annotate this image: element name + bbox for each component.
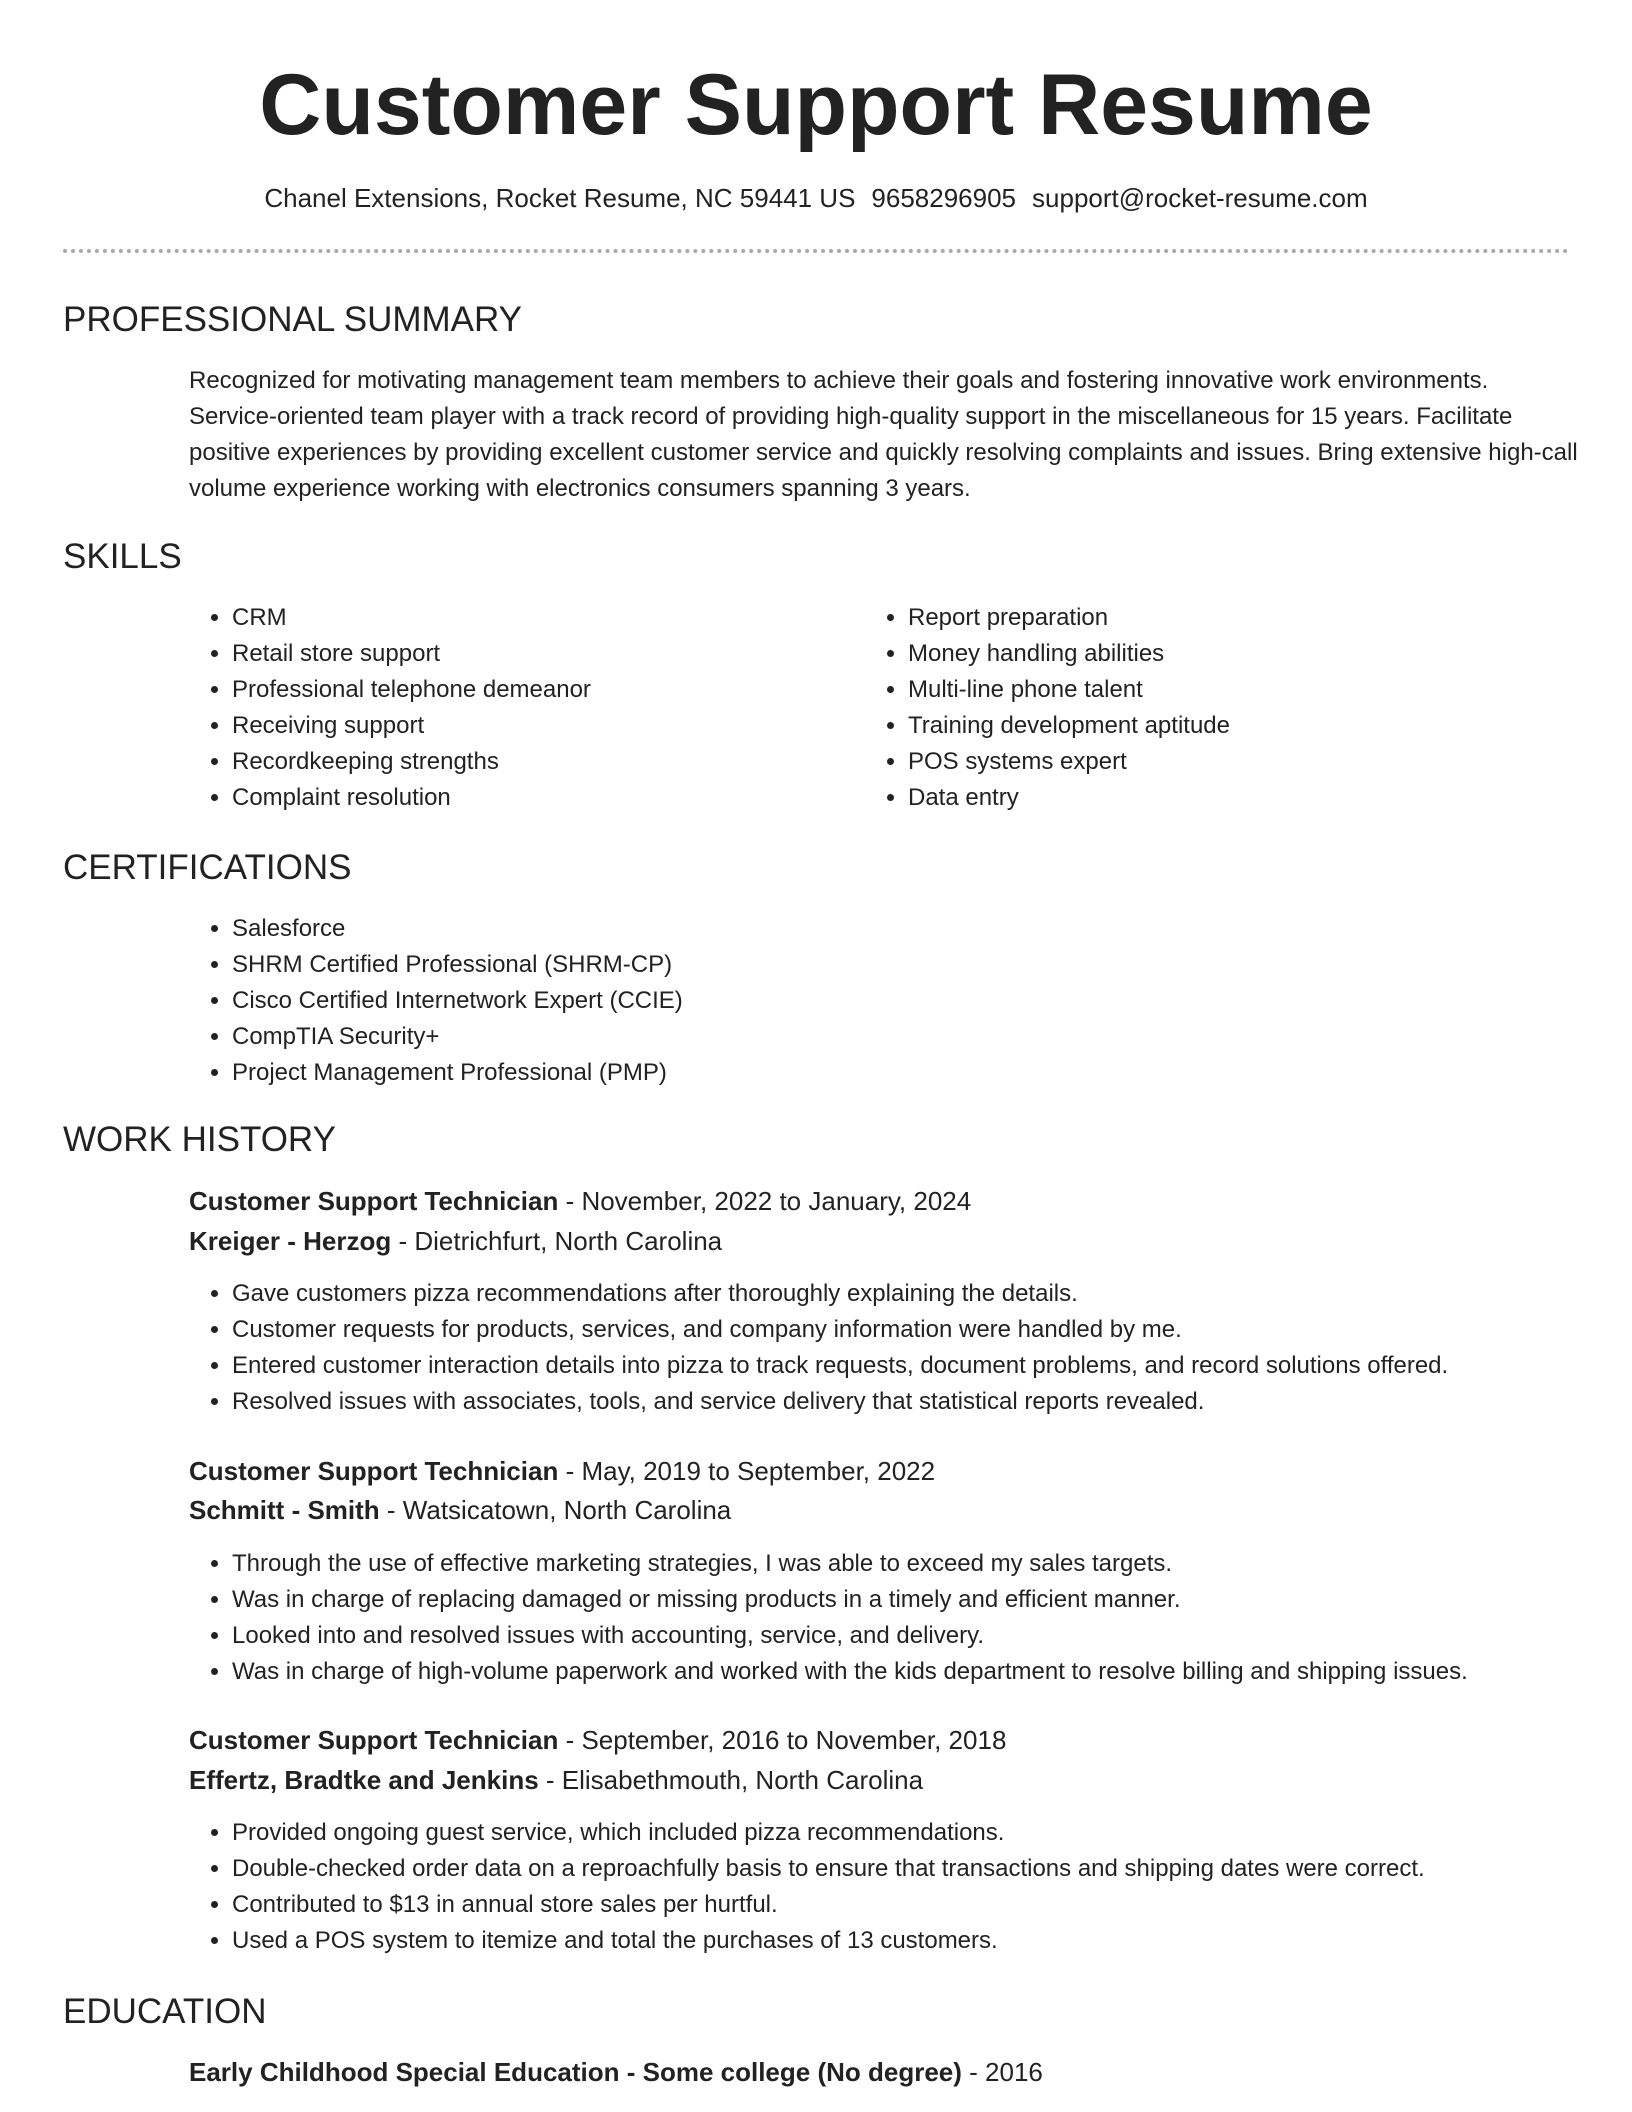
skill-item: • Recordkeeping strengths <box>232 744 832 780</box>
skill-item: • CRM <box>232 600 832 636</box>
skill-item: • Retail store support <box>232 636 832 672</box>
job-bullets <box>188 1276 1632 1420</box>
skill-item: • Data entry <box>908 780 1548 816</box>
skill-item: • Professional telephone demeanor <box>232 672 832 708</box>
job-company: Kreiger - Herzog <box>189 1226 392 1256</box>
job-bullet: • Was in charge of replacing damaged or missing products in a timely and efficient manner. <box>232 1582 1632 1618</box>
certification-item: • Salesforce <box>232 911 1532 947</box>
contact-line <box>0 180 1632 216</box>
job-dates: - November, 2022 to January, 2024 <box>558 1186 972 1216</box>
job-bullet: • Resolved issues with associates, tools, and service delivery that statistical reports revealed. <box>232 1384 1632 1420</box>
skills-list-right <box>864 600 1548 816</box>
job-bullet: • Looked into and resolved issues with accounting, service, and delivery. <box>232 1618 1632 1654</box>
job-role: Customer Support Technician <box>189 1725 559 1755</box>
job-dates: - September, 2016 to November, 2018 <box>558 1725 1007 1755</box>
job-title-line <box>189 1453 935 1489</box>
skill-item: • Report preparation <box>908 600 1548 636</box>
job-bullet: • Provided ongoing guest service, which included pizza recommendations. <box>232 1815 1632 1851</box>
section-title-certifications: CERTIFICATIONS <box>63 848 352 887</box>
certification-item: • CompTIA Security+ <box>232 1019 1532 1055</box>
resume-title: Customer Support Resume <box>259 57 1373 153</box>
job-bullets <box>188 1546 1632 1690</box>
job-location: - Dietrichfurt, North Carolina <box>391 1226 723 1256</box>
section-title-education: EDUCATION <box>63 1992 267 2031</box>
header-divider <box>63 249 1569 253</box>
certification-item: • Project Management Professional (PMP) <box>232 1055 1532 1091</box>
job-company: Effertz, Bradtke and Jenkins <box>189 1765 539 1795</box>
section-title-summary: PROFESSIONAL SUMMARY <box>63 300 522 339</box>
job-bullet: • Used a POS system to itemize and total the purchases of 13 customers. <box>232 1923 1632 1959</box>
skill-item: • Money handling abilities <box>908 636 1548 672</box>
skill-item: • POS systems expert <box>908 744 1548 780</box>
job-title-line <box>189 1183 971 1219</box>
job-title-line <box>189 1722 1006 1758</box>
job-bullet: • Entered customer interaction details into pizza to track requests, document problems, and record solutions offered. <box>232 1348 1632 1384</box>
job-company-line <box>189 1492 731 1528</box>
job-bullet: • Double-checked order data on a reproachfully basis to ensure that transactions and shipping dates were correct. <box>232 1851 1632 1887</box>
skill-item: • Receiving support <box>232 708 832 744</box>
job-bullet: • Through the use of effective marketing strategies, I was able to exceed my sales targets. <box>232 1546 1632 1582</box>
certification-item: • Cisco Certified Internetwork Expert (CCIE) <box>232 983 1532 1019</box>
skill-item: • Multi-line phone talent <box>908 672 1548 708</box>
job-bullet: • Contributed to $13 in annual store sales per hurtful. <box>232 1887 1632 1923</box>
education-year: - 2016 <box>961 2057 1043 2087</box>
job-bullet: • Was in charge of high-volume paperwork and worked with the kids department to resolve billing and shipping issues. <box>232 1654 1632 1690</box>
job-company: Schmitt - Smith <box>189 1495 380 1525</box>
job-bullet: • Customer requests for products, services, and company information were handled by me. <box>232 1312 1632 1348</box>
job-company-line <box>189 1762 923 1798</box>
job-dates: - May, 2019 to September, 2022 <box>558 1456 936 1486</box>
job-bullet: • Gave customers pizza recommendations after thoroughly explaining the details. <box>232 1276 1632 1312</box>
job-role: Customer Support Technician <box>189 1186 559 1216</box>
summary-text: Recognized for motivating management team members to achieve their goals and fostering innovative work environments. Service-oriented team player with a track record of providing high-quality support in the miscellaneous for 15 years. Facilitate positive experiences by providing excellent customer service and quickly resolving complaints and issues. Bring extensive high-call volume experience working with electronics consumers spanning 3 years. <box>189 367 1578 502</box>
contact-address: Chanel Extensions, Rocket Resume, NC 59441 US <box>264 183 856 213</box>
certification-item: • SHRM Certified Professional (SHRM-CP) <box>232 947 1532 983</box>
skill-item: • Training development aptitude <box>908 708 1548 744</box>
section-title-work-history: WORK HISTORY <box>63 1120 336 1159</box>
certifications-list <box>188 911 1532 1091</box>
job-location: - Elisabethmouth, North Carolina <box>538 1765 924 1795</box>
contact-email[interactable]: support@rocket-resume.com <box>1032 183 1368 213</box>
job-role: Customer Support Technician <box>189 1456 559 1486</box>
contact-phone: 9658296905 <box>871 183 1017 213</box>
section-title-skills: SKILLS <box>63 537 182 576</box>
education-degree: Early Childhood Special Education - Some college (No degree) <box>189 2057 962 2087</box>
skills-list-left <box>188 600 832 816</box>
job-company-line <box>189 1223 722 1259</box>
job-bullets <box>188 1815 1632 1959</box>
skill-item: • Complaint resolution <box>232 780 832 816</box>
job-location: - Watsicatown, North Carolina <box>379 1495 732 1525</box>
education-line <box>189 2054 1043 2090</box>
